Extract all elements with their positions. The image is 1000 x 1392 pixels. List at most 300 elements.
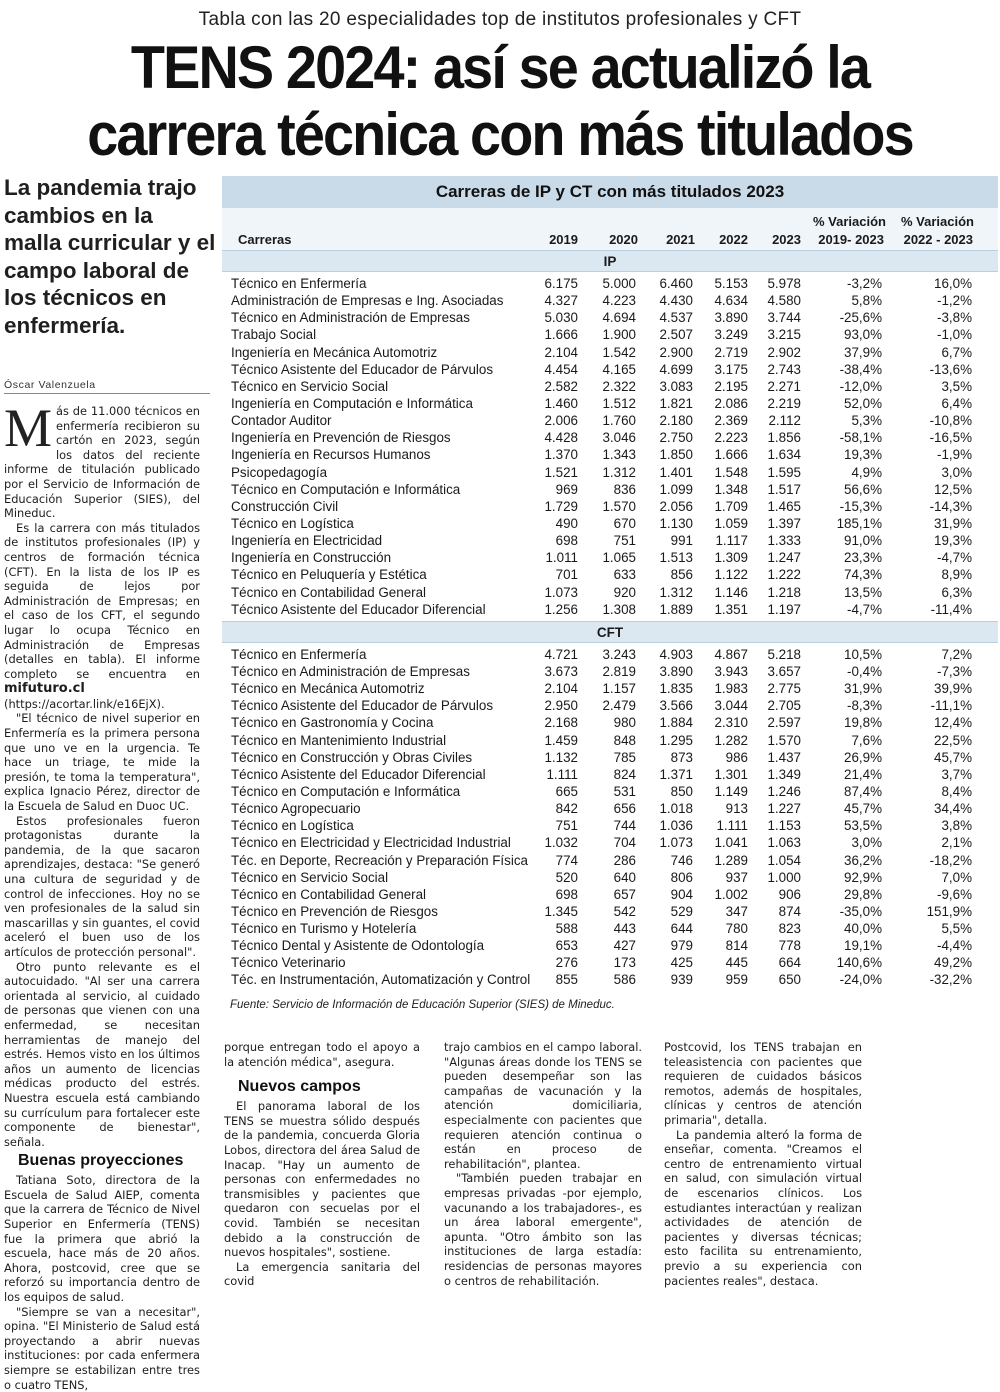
row-variation: 7,2% bbox=[941, 646, 972, 662]
row-value-year: 906 bbox=[778, 886, 801, 902]
row-value-year: 1.850 bbox=[659, 447, 693, 463]
row-variation: 5,8% bbox=[851, 293, 882, 309]
header-2020: 2020 bbox=[609, 232, 638, 247]
row-value-year: 1.634 bbox=[767, 447, 801, 463]
row-variation: 56,6% bbox=[844, 481, 882, 497]
row-value-year: 856 bbox=[670, 567, 693, 583]
row-value-year: 1.063 bbox=[767, 835, 801, 851]
headline-line-1: TENS 2024: así se actualizó la bbox=[130, 34, 870, 101]
row-value-year: 5.030 bbox=[544, 310, 578, 326]
row-variation: -14,3% bbox=[929, 498, 972, 514]
row-value-year: 2.819 bbox=[602, 663, 636, 679]
row-value-year: 1.111 bbox=[716, 818, 748, 834]
row-career-name: Ingeniería en Prevención de Riesgos bbox=[231, 430, 451, 446]
row-value-year: 3.243 bbox=[602, 646, 636, 662]
row-variation: 3,8% bbox=[941, 818, 972, 834]
row-value-year: 774 bbox=[555, 852, 578, 868]
row-variation: 8,4% bbox=[941, 783, 972, 799]
table-row bbox=[222, 566, 998, 583]
row-value-year: 1.884 bbox=[659, 715, 693, 731]
section-heading-buenas-proyecciones: Buenas proyecciones bbox=[18, 1152, 184, 1170]
table-row bbox=[222, 464, 998, 481]
row-value-year: 1.309 bbox=[714, 550, 748, 566]
row-variation: 3,5% bbox=[941, 378, 972, 394]
row-value-year: 173 bbox=[613, 955, 636, 971]
header-var-2019-2023: % Variación bbox=[813, 214, 886, 229]
row-variation: 93,0% bbox=[844, 327, 882, 343]
row-value-year: 1.222 bbox=[767, 567, 801, 583]
row-variation: -4,7% bbox=[937, 550, 972, 566]
row-value-year: 588 bbox=[555, 921, 578, 937]
row-value-year: 656 bbox=[613, 801, 636, 817]
row-value-year: 780 bbox=[725, 921, 748, 937]
row-career-name: Construcción Civil bbox=[231, 498, 339, 514]
row-value-year: 1.002 bbox=[714, 886, 748, 902]
row-value-year: 5.153 bbox=[714, 276, 748, 291]
row-variation: -24,0% bbox=[839, 972, 882, 988]
row-value-year: 1.000 bbox=[767, 869, 801, 885]
row-value-year: 1.835 bbox=[659, 681, 693, 697]
row-value-year: 1.099 bbox=[659, 481, 693, 497]
row-value-year: 855 bbox=[555, 972, 578, 988]
row-value-year: 2.168 bbox=[544, 715, 578, 731]
row-value-year: 2.950 bbox=[544, 698, 578, 714]
row-value-year: 1.132 bbox=[544, 749, 578, 765]
table-row bbox=[222, 292, 998, 309]
row-variation: 87,4% bbox=[844, 783, 882, 799]
row-value-year: 2.322 bbox=[602, 378, 636, 394]
row-value-year: 520 bbox=[555, 869, 578, 885]
row-variation: 31,9% bbox=[934, 515, 972, 531]
row-value-year: 6.175 bbox=[544, 276, 578, 291]
row-career-name: Técnico en Construcción y Obras Civiles bbox=[231, 749, 473, 765]
row-value-year: 1.570 bbox=[602, 498, 636, 514]
row-variation: 22,5% bbox=[934, 732, 972, 748]
row-value-year: 347 bbox=[725, 903, 748, 919]
row-variation: 6,4% bbox=[941, 395, 972, 411]
row-value-year: 3.673 bbox=[544, 663, 578, 679]
row-variation: -8,3% bbox=[847, 698, 882, 714]
header-carreras: Carreras bbox=[238, 232, 292, 247]
row-value-year: 1.512 bbox=[602, 395, 636, 411]
table-row bbox=[222, 903, 998, 920]
row-value-year: 1.900 bbox=[602, 327, 636, 343]
row-career-name: Técnico en Administración de Empresas bbox=[231, 310, 470, 326]
paragraph: porque entregan todo el apoyo a la atención médica", asegura. bbox=[224, 1040, 420, 1069]
row-value-year: 3.249 bbox=[714, 327, 748, 343]
row-career-name: Técnico en Administración de Empresas bbox=[231, 663, 470, 679]
row-value-year: 1.517 bbox=[767, 481, 801, 497]
row-value-year: 744 bbox=[613, 818, 636, 834]
row-value-year: 633 bbox=[613, 567, 636, 583]
row-value-year: 1.282 bbox=[714, 732, 748, 748]
row-value-year: 1.542 bbox=[602, 344, 636, 360]
article-column-1 bbox=[4, 398, 200, 1392]
row-value-year: 529 bbox=[670, 903, 693, 919]
row-value-year: 778 bbox=[778, 938, 801, 954]
row-variation: 6,7% bbox=[941, 344, 972, 360]
header-var-2019-2023-years: 2019- 2023 bbox=[818, 232, 884, 247]
row-value-year: 1.247 bbox=[767, 550, 801, 566]
row-variation: 45,7% bbox=[934, 749, 972, 765]
row-value-year: 1.146 bbox=[714, 584, 748, 600]
row-career-name: Ingeniería en Construcción bbox=[231, 550, 392, 566]
row-value-year: 1.401 bbox=[659, 464, 693, 480]
row-value-year: 664 bbox=[778, 955, 801, 971]
ip-rows bbox=[222, 272, 998, 621]
article-column-2 bbox=[224, 1040, 420, 1289]
row-value-year: 814 bbox=[725, 938, 748, 954]
row-value-year: 2.195 bbox=[714, 378, 748, 394]
header-2021: 2021 bbox=[666, 232, 695, 247]
row-value-year: 920 bbox=[613, 584, 636, 600]
row-variation: 45,7% bbox=[844, 801, 882, 817]
table-source: Fuente: Servicio de Información de Educación Superior (SIES) de Mineduc. bbox=[230, 999, 615, 1011]
table-row bbox=[222, 749, 998, 766]
row-variation: 12,5% bbox=[934, 481, 972, 497]
row-value-year: 1.157 bbox=[602, 681, 636, 697]
row-value-year: 1.218 bbox=[767, 584, 801, 600]
row-variation: -11,4% bbox=[930, 601, 972, 617]
row-career-name: Ingeniería en Mecánica Automotriz bbox=[231, 344, 438, 360]
table-row bbox=[222, 549, 998, 566]
row-value-year: 2.902 bbox=[767, 344, 801, 360]
row-career-name: Técnico Veterinario bbox=[231, 955, 346, 971]
row-value-year: 3.044 bbox=[714, 698, 748, 714]
row-value-year: 2.582 bbox=[544, 378, 578, 394]
row-career-name: Téc. en Instrumentación, Automatización y Control bbox=[231, 972, 531, 988]
row-value-year: 425 bbox=[670, 955, 693, 971]
row-value-year: 969 bbox=[555, 481, 578, 497]
row-career-name: Administración de Empresas e Ing. Asociadas bbox=[231, 293, 504, 309]
row-career-name: Técnico en Computación e Informática bbox=[231, 783, 461, 799]
section-cft: CFT bbox=[222, 621, 998, 643]
row-career-name: Técnico en Enfermería bbox=[231, 276, 367, 291]
row-value-year: 4.903 bbox=[659, 646, 693, 662]
paragraph: trajo cambios en el campo laboral. "Algunas áreas donde los TENS se pueden desempeñar son las campañas de vacunación y la atención domiciliaria, especialmente con pacientes que requieren atención continua o están en proceso de rehabilitación", plantea. bbox=[444, 1040, 642, 1171]
row-value-year: 1.465 bbox=[767, 498, 801, 514]
row-value-year: 1.856 bbox=[767, 430, 801, 446]
row-value-year: 751 bbox=[613, 533, 636, 549]
row-value-year: 1.295 bbox=[659, 732, 693, 748]
row-value-year: 2.719 bbox=[714, 344, 748, 360]
paragraph: Estos profesionales fueron protagonistas durante la pandemia, de la que sacaron aprendizajes, destaca: "Se generó una cultura de seguridad y de control de infecciones. Hoy no se ven profesionales de la salud sin mascarillas y sin guantes, el covid aceleró el buen uso de los artículos de protección personal". bbox=[4, 813, 200, 959]
row-variation: -4,7% bbox=[847, 601, 882, 617]
row-value-year: 904 bbox=[670, 886, 693, 902]
row-value-year: 4.454 bbox=[544, 361, 578, 377]
table-row bbox=[222, 697, 998, 714]
row-variation: -9,6% bbox=[937, 886, 972, 902]
table-row bbox=[222, 714, 998, 731]
row-variation: 6,3% bbox=[941, 584, 972, 600]
row-value-year: 3.566 bbox=[659, 698, 693, 714]
row-variation: -32,2% bbox=[929, 972, 972, 988]
row-value-year: 980 bbox=[613, 715, 636, 731]
row-variation: -1,2% bbox=[937, 293, 972, 309]
row-value-year: 1.130 bbox=[659, 515, 693, 531]
row-value-year: 1.666 bbox=[544, 327, 578, 343]
row-variation: -1,9% bbox=[937, 447, 972, 463]
row-variation: 40,0% bbox=[844, 921, 882, 937]
row-value-year: 670 bbox=[613, 515, 636, 531]
row-value-year: 1.011 bbox=[545, 550, 578, 566]
row-value-year: 698 bbox=[555, 886, 578, 902]
table-row bbox=[222, 680, 998, 697]
table-row bbox=[222, 852, 998, 869]
row-value-year: 1.059 bbox=[714, 515, 748, 531]
row-career-name: Técnico en Mecánica Automotriz bbox=[231, 681, 425, 697]
row-career-name: Técnico en Enfermería bbox=[231, 646, 367, 662]
row-career-name: Psicopedagogía bbox=[231, 464, 328, 480]
row-value-year: 701 bbox=[555, 567, 578, 583]
article-column-3 bbox=[444, 1040, 642, 1288]
row-value-year: 2.006 bbox=[544, 413, 578, 429]
row-career-name: Técnico en Servicio Social bbox=[231, 869, 389, 885]
row-career-name: Técnico en Peluquería y Estética bbox=[231, 567, 427, 583]
row-value-year: 3.890 bbox=[659, 663, 693, 679]
mifuturo-link[interactable]: mifuturo.cl bbox=[4, 681, 85, 697]
row-value-year: 2.775 bbox=[767, 681, 801, 697]
header-2022: 2022 bbox=[719, 232, 748, 247]
row-value-year: 1.036 bbox=[659, 818, 693, 834]
row-career-name: Técnico en Mantenimiento Industrial bbox=[231, 732, 447, 748]
row-value-year: 4.430 bbox=[659, 293, 693, 309]
table-row bbox=[222, 326, 998, 343]
row-variation: 12,4% bbox=[934, 715, 972, 731]
row-career-name: Contador Auditor bbox=[231, 413, 332, 429]
subhead: La pandemia trajo cambios en la malla curricular y el campo laboral de los técnicos en enfermería. bbox=[4, 175, 216, 338]
row-variation: -11,1% bbox=[930, 698, 972, 714]
row-value-year: 3.083 bbox=[659, 378, 693, 394]
row-career-name: Técnico Dental y Asistente de Odontología bbox=[231, 938, 485, 954]
row-value-year: 2.056 bbox=[659, 498, 693, 514]
table-title: Carreras de IP y CT con más titulados 2023 bbox=[222, 176, 998, 208]
row-value-year: 1.149 bbox=[714, 783, 748, 799]
table-row bbox=[222, 886, 998, 903]
header-var-2022-2023: % Variación bbox=[901, 214, 974, 229]
row-variation: 23,3% bbox=[844, 550, 882, 566]
row-variation: 19,8% bbox=[844, 715, 882, 731]
row-career-name: Téc. en Deporte, Recreación y Preparación Física bbox=[231, 852, 528, 868]
row-variation: 185,1% bbox=[836, 515, 882, 531]
row-value-year: 1.041 bbox=[714, 835, 748, 851]
row-value-year: 848 bbox=[613, 732, 636, 748]
table-row bbox=[222, 532, 998, 549]
row-value-year: 5.000 bbox=[602, 276, 636, 291]
row-value-year: 4.223 bbox=[602, 293, 636, 309]
row-variation: 3,7% bbox=[941, 766, 972, 782]
table-row bbox=[222, 732, 998, 749]
row-value-year: 5.218 bbox=[767, 646, 801, 662]
row-value-year: 531 bbox=[613, 783, 636, 799]
row-value-year: 2.900 bbox=[659, 344, 693, 360]
row-value-year: 650 bbox=[778, 972, 801, 988]
row-variation: -15,3% bbox=[839, 498, 882, 514]
paragraph-intro: Más de 11.000 técnicos en enfermería recibieron su cartón en 2023, según los datos del reciente informe de titulación publicado por el Servicio de Información de Educación Superior (SIES), del Mineduc. bbox=[4, 398, 200, 521]
row-value-year: 3.943 bbox=[714, 663, 748, 679]
row-variation: 53,5% bbox=[844, 818, 882, 834]
paragraph: La emergencia sanitaria del covid bbox=[224, 1259, 420, 1289]
table-row bbox=[222, 954, 998, 971]
row-variation: -3,2% bbox=[847, 276, 882, 291]
row-value-year: 937 bbox=[725, 869, 748, 885]
row-value-year: 276 bbox=[555, 955, 578, 971]
row-value-year: 665 bbox=[555, 783, 578, 799]
row-value-year: 4.165 bbox=[602, 361, 636, 377]
row-value-year: 2.112 bbox=[768, 413, 801, 429]
row-value-year: 3.657 bbox=[767, 663, 801, 679]
row-value-year: 427 bbox=[613, 938, 636, 954]
row-variation: -1,0% bbox=[937, 327, 972, 343]
row-value-year: 1.246 bbox=[767, 783, 801, 799]
table-row bbox=[222, 481, 998, 498]
row-value-year: 1.821 bbox=[659, 395, 693, 411]
row-value-year: 1.122 bbox=[714, 567, 748, 583]
row-value-year: 4.428 bbox=[544, 430, 578, 446]
table-row bbox=[222, 309, 998, 326]
row-value-year: 1.666 bbox=[714, 447, 748, 463]
row-value-year: 2.310 bbox=[714, 715, 748, 731]
article-column-4 bbox=[664, 1040, 862, 1288]
row-variation: 21,4% bbox=[844, 766, 882, 782]
row-value-year: 4.699 bbox=[659, 361, 693, 377]
row-career-name: Técnico Agropecuario bbox=[231, 801, 361, 817]
row-variation: 3,0% bbox=[941, 464, 972, 480]
row-value-year: 698 bbox=[555, 533, 578, 549]
row-value-year: 653 bbox=[555, 938, 578, 954]
row-variation: 36,2% bbox=[844, 852, 882, 868]
row-value-year: 4.580 bbox=[767, 293, 801, 309]
row-value-year: 1.343 bbox=[602, 447, 636, 463]
table-row bbox=[222, 834, 998, 851]
header-2019: 2019 bbox=[549, 232, 578, 247]
row-career-name: Técnico en Logística bbox=[231, 818, 354, 834]
table-row bbox=[222, 361, 998, 378]
row-career-name: Técnico en Gastronomía y Cocina bbox=[231, 715, 434, 731]
row-value-year: 1.111 bbox=[546, 766, 578, 782]
row-value-year: 836 bbox=[613, 481, 636, 497]
row-value-year: 1.197 bbox=[767, 601, 801, 617]
row-value-year: 1.437 bbox=[767, 749, 801, 765]
row-value-year: 4.327 bbox=[544, 293, 578, 309]
row-variation: 10,5% bbox=[844, 646, 882, 662]
row-value-year: 1.301 bbox=[714, 766, 748, 782]
row-value-year: 2.223 bbox=[714, 430, 748, 446]
paragraph: Es la carrera con más titulados de institutos profesionales (IP) y centros de formación técnica (CFT). En la lista de los IP es seguida de lejos por Administración de Empresas; en el caso de los CFT, el segundo lugar lo ocupa Técnico en Administración de Empresas (detalles en tabla). El informe completo se encuentra en mifuturo.cl (https://acortar.link/e16EjX). bbox=[4, 520, 200, 711]
paragraph: Otro punto relevante es el autocuidado. "Al ser una carrera orientada al servicio, al cuidado de personas que vienen con una enfermedad, se necesitan herramientas de manejo del estrés. Hemos visto en los últimos años un aumento de licencias médicas producto del estrés. Nuestra escuela está cambiando su currículum para fortalecer este componente de bienestar", señala. bbox=[4, 959, 200, 1149]
row-value-year: 2.507 bbox=[659, 327, 693, 343]
row-value-year: 1.289 bbox=[714, 852, 748, 868]
table-row bbox=[222, 817, 998, 834]
row-value-year: 1.548 bbox=[714, 464, 748, 480]
row-value-year: 1.570 bbox=[767, 732, 801, 748]
row-value-year: 2.750 bbox=[659, 430, 693, 446]
row-career-name: Técnico en Prevención de Riesgos bbox=[231, 903, 438, 919]
table-row bbox=[222, 971, 998, 988]
row-career-name: Técnico Asistente del Educador Diferencial bbox=[231, 601, 486, 617]
row-variation: 7,0% bbox=[941, 869, 972, 885]
row-variation: -38,4% bbox=[839, 361, 882, 377]
row-value-year: 2.705 bbox=[767, 698, 801, 714]
row-variation: 29,8% bbox=[844, 886, 882, 902]
row-variation: -4,4% bbox=[937, 938, 972, 954]
row-value-year: 3.215 bbox=[767, 327, 801, 343]
dropcap: M bbox=[4, 398, 53, 458]
row-career-name: Técnico Asistente del Educador de Párvulos bbox=[231, 361, 494, 377]
row-value-year: 2.180 bbox=[659, 413, 693, 429]
table-row bbox=[222, 766, 998, 783]
header-var-2022-2023-years: 2022 - 2023 bbox=[903, 232, 973, 247]
row-variation: -12,0% bbox=[839, 378, 882, 394]
row-value-year: 1.595 bbox=[767, 464, 801, 480]
row-variation: -58,1% bbox=[839, 430, 882, 446]
row-value-year: 443 bbox=[613, 921, 636, 937]
row-value-year: 1.333 bbox=[767, 533, 801, 549]
row-value-year: 1.371 bbox=[659, 766, 693, 782]
table-row bbox=[222, 395, 998, 412]
row-value-year: 1.256 bbox=[544, 601, 578, 617]
row-variation: 140,6% bbox=[836, 955, 882, 971]
row-value-year: 2.479 bbox=[602, 698, 636, 714]
table-row bbox=[222, 429, 998, 446]
row-variation: -13,6% bbox=[929, 361, 972, 377]
row-value-year: 1.729 bbox=[544, 498, 578, 514]
paragraph: "También pueden trabajar en empresas privadas -por ejemplo, vacunando a los trabajadores-, es un área laboral emergente", apunta. "Otro ámbito son las instituciones de larga estadía: residencias de personas mayores o centros de rehabilitación. bbox=[444, 1171, 642, 1288]
row-value-year: 2.219 bbox=[767, 395, 801, 411]
table-row bbox=[222, 515, 998, 532]
row-value-year: 1.521 bbox=[544, 464, 578, 480]
table-row bbox=[222, 646, 998, 663]
row-value-year: 842 bbox=[555, 801, 578, 817]
row-value-year: 6.460 bbox=[659, 276, 693, 291]
row-value-year: 1.889 bbox=[659, 601, 693, 617]
row-career-name: Técnico en Turismo y Hotelería bbox=[231, 921, 417, 937]
row-value-year: 5.978 bbox=[767, 276, 801, 291]
row-value-year: 2.104 bbox=[544, 681, 578, 697]
row-value-year: 824 bbox=[613, 766, 636, 782]
paragraph: Tatiana Soto, directora de la Escuela de Salud AIEP, comenta que la carrera de Técnico de Nivel Superior en Enfermería (TENS) fue la primera que abrió la escuela, hace más de 20 años. Ahora, postcovid, cree que se reforzó su importancia dentro de los equipos de salud. bbox=[4, 1173, 200, 1305]
row-variation: 19,3% bbox=[934, 533, 972, 549]
row-value-year: 490 bbox=[555, 515, 578, 531]
row-variation: 5,3% bbox=[851, 413, 882, 429]
row-value-year: 1.054 bbox=[767, 852, 801, 868]
row-value-year: 3.890 bbox=[714, 310, 748, 326]
table-row bbox=[222, 783, 998, 800]
row-value-year: 2.369 bbox=[714, 413, 748, 429]
row-variation: 19,3% bbox=[844, 447, 882, 463]
row-variation: 4,9% bbox=[851, 464, 882, 480]
row-value-year: 1.345 bbox=[544, 903, 578, 919]
table-row bbox=[222, 937, 998, 954]
table-row bbox=[222, 584, 998, 601]
row-value-year: 2.597 bbox=[767, 715, 801, 731]
row-value-year: 3.046 bbox=[602, 430, 636, 446]
row-value-year: 939 bbox=[670, 972, 693, 988]
row-value-year: 1.513 bbox=[659, 550, 693, 566]
row-variation: 16,0% bbox=[934, 276, 972, 291]
row-value-year: 1.397 bbox=[767, 515, 801, 531]
row-value-year: 4.634 bbox=[714, 293, 748, 309]
row-value-year: 542 bbox=[613, 903, 636, 919]
row-value-year: 785 bbox=[613, 749, 636, 765]
row-variation: 151,9% bbox=[926, 903, 972, 919]
row-variation: -0,4% bbox=[847, 663, 882, 679]
row-value-year: 1.349 bbox=[767, 766, 801, 782]
row-career-name: Técnico en Contabilidad General bbox=[231, 886, 427, 902]
row-value-year: 1.153 bbox=[767, 818, 801, 834]
paragraph: Postcovid, los TENS trabajan en teleasistencia con pacientes que requieren de cuidados básicos remotos, además de hospitales, clínicas y centros de atención primaria", detalla. bbox=[664, 1040, 862, 1127]
row-value-year: 1.760 bbox=[602, 413, 636, 429]
